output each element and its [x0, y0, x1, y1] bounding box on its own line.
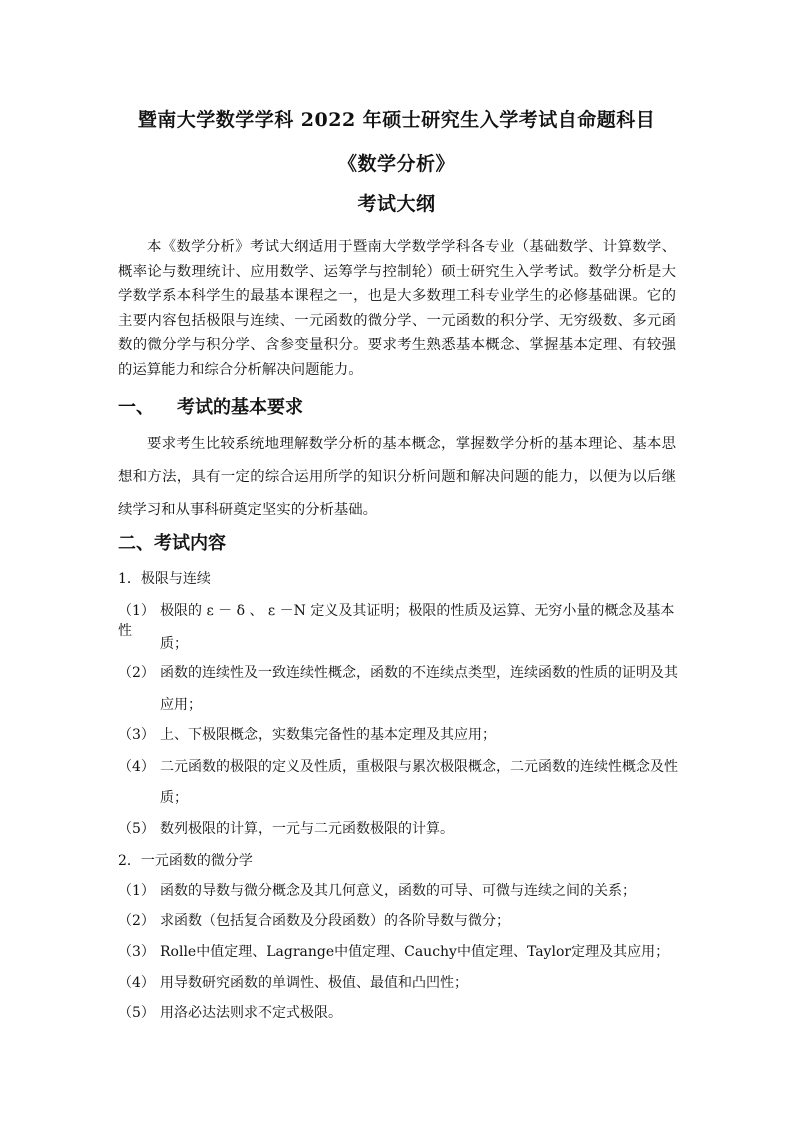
part-1-title: 1．极限与连续 — [118, 571, 211, 587]
section-1-number: 一、 — [118, 397, 154, 418]
list-item — [118, 880, 678, 900]
item-text: 极限的 ε － δ 、 ε －N 定义及其证明；极限的性质及运算、无穷小量的概念及基本性 — [118, 603, 675, 639]
item-text: 函数的导数与微分概念及其几何意义，函数的可导、可微与连续之间的关系； — [160, 883, 636, 899]
item-continuation: 质； — [160, 790, 188, 806]
intro-paragraph: 本《数学分析》考试大纲适用于暨南大学数学学科各专业（基础数学、计算数学、概率论与数理统计、应用数学、运筹学与控制轮）硕士研究生入学考试。数学分析是大学数学系本科学生的最基本课程之一，也是大多数理工科专业学生的必修基础课。它的主要内容包括极限与连续、一元函数的微分学、一元函数的积分学、无穷级数、多元函数的微分学与积分学、含参变量积分。要求考生熟悉基本概念、掌握基本定理、有较强的运算能力和综合分析解决问题能力。 — [118, 239, 676, 378]
list-item — [118, 972, 678, 992]
list-item — [118, 941, 678, 961]
list-item — [118, 756, 678, 776]
syllabus-title: 考试大纲 — [357, 193, 436, 215]
item-text: 二元函数的极限的定义及性质，重极限与累次极限概念，二元函数的连续性概念及性 — [160, 759, 678, 775]
section-1-heading — [118, 393, 303, 419]
item-index: （2） — [118, 665, 155, 681]
section-2-heading: 二、考试内容 — [118, 533, 226, 554]
section-1-title: 考试的基本要求 — [177, 397, 303, 418]
item-index: （3） — [118, 727, 155, 743]
item-continuation: 应用； — [160, 697, 202, 713]
list-item — [118, 910, 678, 930]
item-text: 上、下极限概念，实数集完备性的基本定理及其应用； — [160, 727, 496, 743]
item-continuation: 质； — [160, 636, 188, 652]
list-item — [118, 1002, 678, 1022]
list-item — [118, 724, 678, 744]
part-2-title: 2．一元函数的微分学 — [118, 853, 253, 869]
item-index: （1） — [118, 883, 155, 899]
item-index: （1） — [118, 603, 155, 619]
section-1-body: 要求考生比较系统地理解数学分析的基本概念，掌握数学分析的基本理论、基本思想和方法，具有一定的综合运用所学的知识分析问题和解决问题的能力，以便为以后继续学习和从事科研奠定坚实的分析基础。 — [118, 436, 676, 518]
list-item — [118, 662, 678, 682]
item-text: 用导数研究函数的单调性、极值、最值和凸凹性； — [160, 975, 468, 991]
item-text: 数列极限的计算，一元与二元函数极限的计算。 — [160, 821, 454, 837]
document-title: 暨南大学数学学科 2022 年硕士研究生入学考试自命题科目 — [137, 109, 656, 131]
item-index: （4） — [118, 759, 155, 775]
subject-title: 《数学分析》 — [337, 153, 455, 175]
item-index: （2） — [118, 913, 155, 929]
item-text: 用洛必达法则求不定式极限。 — [160, 1005, 342, 1021]
item-text: 求函数（包括复合函数及分段函数）的各阶导数与微分； — [160, 913, 510, 929]
item-index: （5） — [118, 821, 155, 837]
item-index: （5） — [118, 1005, 155, 1021]
list-item — [118, 600, 678, 640]
item-index: （4） — [118, 975, 155, 991]
item-text: Rolle中值定理、Lagrange中值定理、Cauchy中值定理、Taylor定理及其应用； — [160, 944, 670, 960]
list-item — [118, 818, 678, 838]
item-text: 函数的连续性及一致连续性概念，函数的不连续点类型，连续函数的性质的证明及其 — [160, 665, 678, 681]
item-index: （3） — [118, 944, 155, 960]
